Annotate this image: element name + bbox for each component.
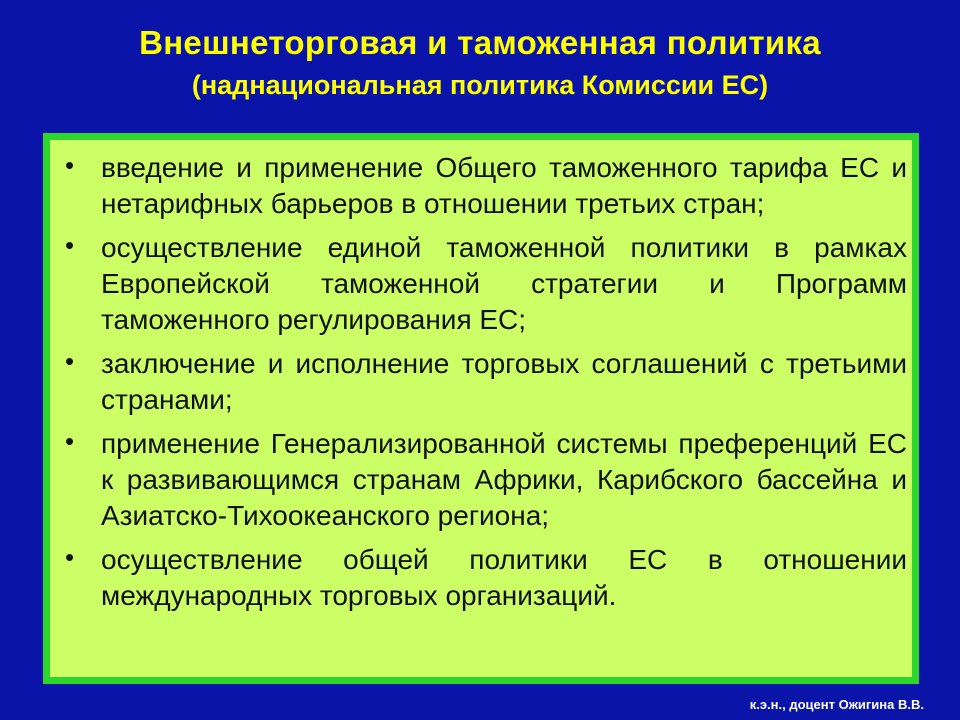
list-item [62, 542, 907, 614]
list-item-text: применение Генерализированной системы преференций ЕС к развивающимся странам Африки, Карибского бассейна и Азиатско-Тихоокеанского региона; [101, 428, 907, 531]
bullet-icon: • [65, 230, 75, 260]
slide-title: Внешнеторговая и таможенная политика [139, 24, 821, 61]
list-item-text: осуществление единой таможенной политики в рамках Европейской таможенной стратегии и Программ таможенного регулирования ЕС; [101, 232, 907, 335]
list-item-text: введение и применение Общего таможенного тарифа ЕС и нетарифных барьеров в отношении третьих стран; [101, 152, 907, 219]
author-footer: к.э.н., доцент Ожигина В.В. [749, 697, 924, 712]
slide-subtitle: (наднациональная политика Комиссии ЕС) [191, 70, 769, 100]
list-item-text: заключение и исполнение торговых соглашений с третьими странами; [101, 348, 907, 415]
list-item [62, 230, 907, 338]
content-box [43, 133, 919, 684]
bullet-icon: • [65, 150, 75, 180]
bullet-icon: • [65, 542, 75, 572]
list-item [62, 346, 907, 418]
bullet-icon: • [65, 346, 75, 376]
bullet-list [62, 150, 907, 622]
list-item [62, 426, 907, 534]
bullet-icon: • [65, 426, 75, 456]
list-item-text: осуществление общей политики ЕС в отношении международных торговых организаций. [101, 544, 907, 611]
list-item [62, 150, 907, 222]
